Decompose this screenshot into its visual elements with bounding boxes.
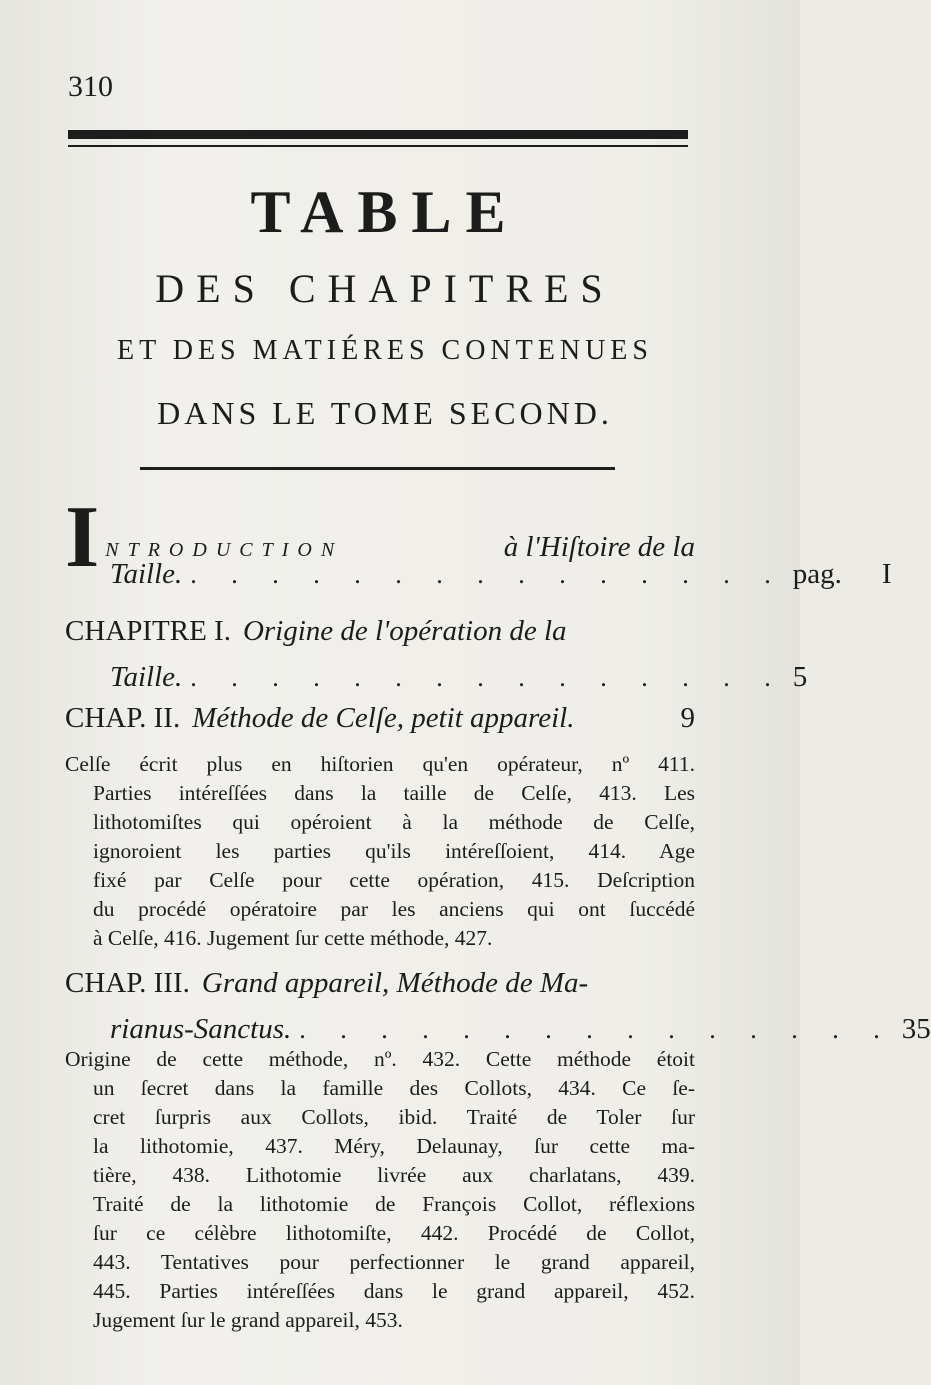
chapter-title: Grand appareil, Méthode de Ma- xyxy=(201,967,589,999)
chapter-title-cont: rianus-Sanctus. xyxy=(110,1013,292,1045)
title-table: TABLE xyxy=(250,179,520,245)
chapter-page: 9 xyxy=(680,702,695,734)
pag-label: pag. xyxy=(792,558,842,590)
chapter-3-summary xyxy=(65,1045,695,1335)
summary-line: fixé par Celſe pour cette opération, 415. Deſcription xyxy=(93,868,695,892)
header-rule-thin xyxy=(68,145,688,147)
chapter-page: 5 xyxy=(792,661,808,693)
dot-leader: . . . . . . . . . . . . . . . xyxy=(190,560,785,589)
introduction-word: NTRODUCTION xyxy=(105,539,344,561)
summary-line: Jugement ſur le grand appareil, 453. xyxy=(93,1308,403,1332)
page-number: 310 xyxy=(68,70,113,103)
chapter-title: Méthode de Celſe, petit appareil. xyxy=(192,702,575,734)
header-rule-thick xyxy=(68,130,688,139)
toc-entry-chapter-3 xyxy=(65,960,931,1052)
summary-line: lithotomiſtes qui opéroient à la méthode de Celſe, xyxy=(93,810,695,834)
chapter-label: CHAPITRE I. xyxy=(65,615,231,647)
summary-line: la lithotomie, 437. Méry, Delaunay, ſur cette ma- xyxy=(93,1134,695,1158)
introduction-page: I xyxy=(881,558,892,590)
dropcap: I xyxy=(65,489,100,586)
summary-line: cret ſurpris aux Collots, ibid. Traité de Toler ſur xyxy=(93,1105,695,1129)
title-matieres: ET DES MATIÉRES CONTENUES xyxy=(117,335,653,366)
summary-line: Origine de cette méthode, nº. 432. Cette méthode étoit xyxy=(65,1047,695,1071)
toc-entry-chapter-1 xyxy=(65,608,808,700)
title-des-chapitres: DES CHAPITRES xyxy=(155,266,615,311)
summary-line: tière, 438. Lithotomie livrée aux charlatans, 439. xyxy=(93,1163,695,1187)
chapter-label: CHAP. III. xyxy=(65,967,190,999)
introduction-title-cont: Taille. xyxy=(110,558,183,590)
dot-leader: . . . . . . . . . . . . . . . xyxy=(190,663,785,692)
summary-line: Celſe écrit plus en hiſtorien qu'en opérateur, nº 411. xyxy=(65,752,695,776)
chapter-label: CHAP. II. xyxy=(65,702,181,734)
summary-line: Parties intéreſſées dans la taille de Celſe, 413. Les xyxy=(93,781,695,805)
summary-line: un ſecret dans la famille des Collots, 434. Ce ſe- xyxy=(93,1076,695,1100)
summary-line: à Celſe, 416. Jugement ſur cette méthode, 427. xyxy=(93,926,493,950)
title-separator-rule xyxy=(140,467,615,470)
chapter-title-cont: Taille. xyxy=(110,661,183,693)
chapter-title: Origine de l'opération de la xyxy=(242,615,567,647)
summary-line: 443. Tentatives pour perfectionner le grand appareil, xyxy=(93,1250,695,1274)
toc-entry-chapter-2 xyxy=(65,695,695,741)
summary-line: Traité de la lithotomie de François Collot, réflexions xyxy=(93,1192,695,1216)
title-tome: DANS LE TOME SECOND. xyxy=(157,395,613,431)
toc-entry-introduction xyxy=(65,489,892,597)
introduction-title: à l'Hiſtoire de la xyxy=(503,531,695,563)
summary-line: du procédé opératoire par les anciens qui ont ſuccédé xyxy=(93,897,695,921)
chapter-2-summary xyxy=(65,750,695,953)
chapter-page: 35 xyxy=(901,1013,931,1045)
summary-line: ignoroient les parties qu'ils intéreſſoient, 414. Age xyxy=(93,839,695,863)
summary-line: ſur ce célèbre lithotomiſte, 442. Procédé de Collot, xyxy=(93,1221,695,1245)
summary-line: 445. Parties intéreſſées dans le grand appareil, 452. xyxy=(93,1279,695,1303)
dot-leader: . . . . . . . . . . . . . . . xyxy=(299,1015,894,1044)
